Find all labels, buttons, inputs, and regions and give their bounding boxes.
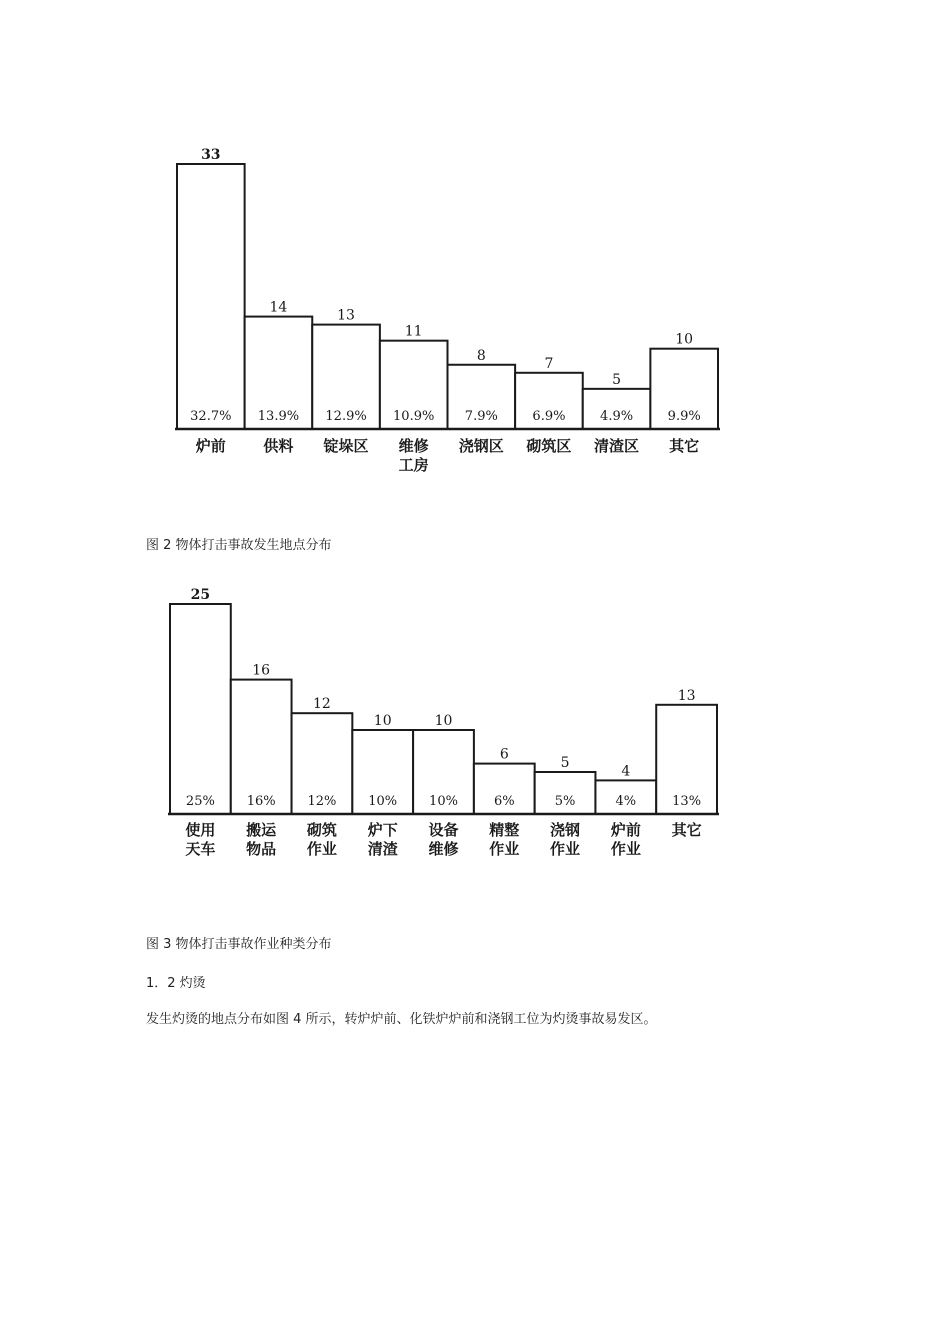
bar-percent-label: 10% [368,794,398,809]
category-label: 精整 [489,821,520,839]
bar-value-label: 8 [476,347,486,364]
bar-percent-label: 4% [615,794,637,809]
figure-3-caption: 图 3 物体打击事故作业种类分布 [146,937,332,952]
bar-percent-label: 16% [246,794,276,809]
category-label: 维修 [428,840,459,858]
category-label: 其它 [669,437,700,455]
category-label: 清渣 [367,840,398,858]
category-label: 炉前 [195,437,226,455]
category-label: 浇钢 [550,821,581,839]
bar-value-label: 12 [313,696,331,713]
bar-value-label: 10 [373,713,392,729]
category-label: 工房 [398,456,429,474]
category-label: 砌筑 [306,821,337,839]
category-label: 炉下 [367,821,398,839]
bar-percent-label: 13% [672,794,702,809]
bar-percent-label: 12.9% [325,409,367,424]
bar-value-label: 5 [560,755,570,771]
section-heading: 1．2 灼烫 [146,976,206,991]
bar-value-label: 25 [190,587,211,603]
category-label: 天车 [185,840,216,858]
bar-percent-label: 10% [429,794,458,809]
category-label: 浇钢区 [458,437,504,455]
bar [170,604,231,814]
category-label: 其它 [671,821,702,839]
bar-value-label: 13 [337,307,355,324]
category-label: 使用 [185,821,216,839]
bar-percent-label: 6.9% [532,409,566,424]
bar-percent-label: 32.7% [190,409,232,424]
category-label: 作业 [489,840,520,858]
category-label: 作业 [306,840,337,858]
bar-value-label: 10 [434,713,453,729]
bar-percent-label: 4.9% [600,409,634,424]
bar-value-label: 5 [612,371,622,388]
bar-value-label: 14 [269,299,288,316]
bar-percent-label: 13.9% [257,409,300,424]
bar-percent-label: 25% [185,794,215,809]
category-label: 作业 [610,840,641,858]
bar-percent-label: 6% [493,794,515,809]
category-label: 物品 [246,840,277,858]
category-label: 作业 [550,840,581,858]
bar-value-label: 10 [675,331,694,348]
category-label: 维修 [398,437,429,455]
category-label: 设备 [428,821,459,839]
bar-percent-label: 10.9% [393,409,435,424]
bar-value-label: 13 [677,687,696,704]
bar-value-label: 33 [201,147,221,163]
bar-percent-label: 5% [554,794,576,809]
category-label: 炉前 [610,821,641,839]
bar-value-label: 16 [252,662,271,679]
bar-value-label: 6 [499,746,509,763]
category-label: 搬运 [246,821,277,839]
figure-2-caption: 图 2 物体打击事故发生地点分布 [146,538,332,553]
bar-value-label: 7 [544,355,554,372]
body-paragraph: 发生灼烫的地点分布如图 4 所示，转炉炉前、化铁炉炉前和浇钢工位为灼烫事故易发区。 [146,1012,657,1027]
bar-percent-label: 12% [307,794,337,809]
bar-value-label: 4 [621,763,631,780]
category-label: 清渣区 [594,437,640,455]
category-label: 锭垛区 [323,437,369,455]
bar-value-label: 11 [404,323,423,340]
bar-percent-label: 9.9% [667,409,701,424]
bar-percent-label: 7.9% [464,409,498,424]
category-label: 砌筑区 [526,437,572,455]
category-label: 供料 [263,437,294,455]
